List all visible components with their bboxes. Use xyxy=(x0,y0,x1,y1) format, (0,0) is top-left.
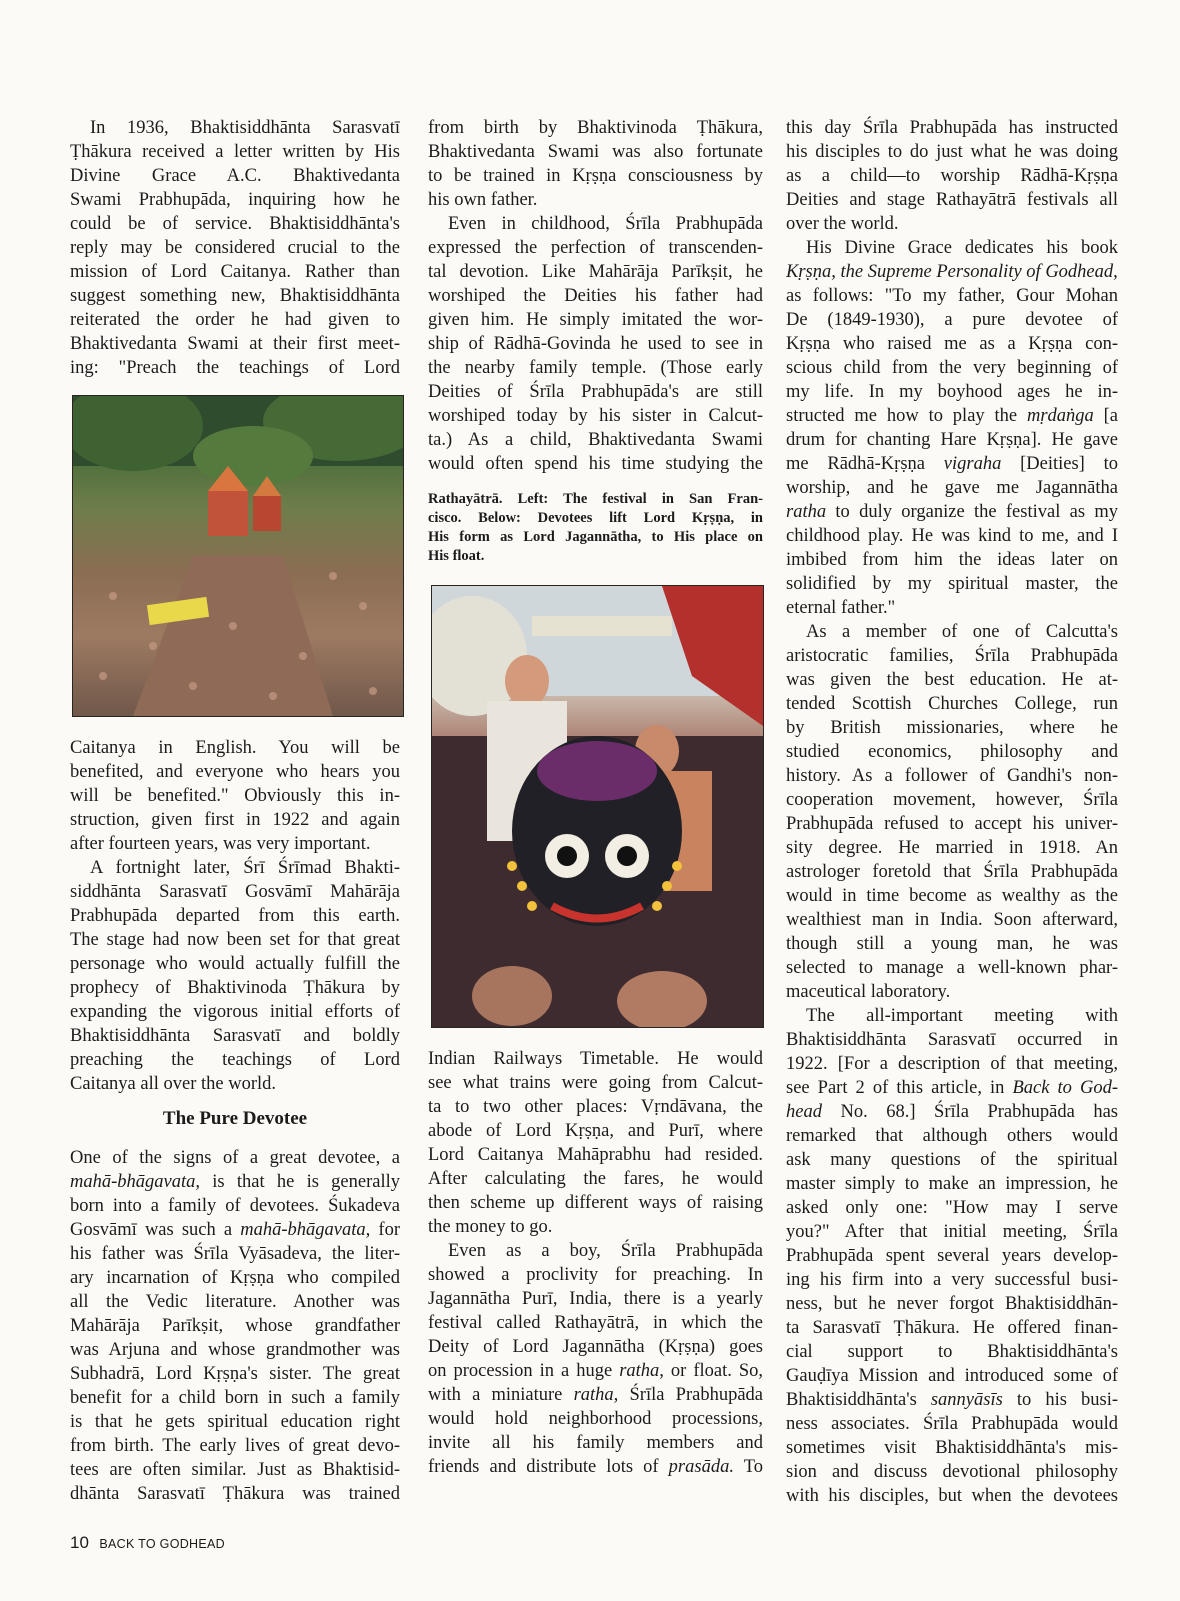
text-fragment: is that he is generally xyxy=(200,1172,400,1192)
italic-term: prasāda. xyxy=(668,1457,734,1477)
text-fragment: for xyxy=(370,1220,400,1240)
text-line: suggest something new, Bhaktisiddhānta xyxy=(70,286,400,306)
text-line: eternal father." xyxy=(786,598,896,618)
text-line: dhānta Sarasvatī Ṭhākura was trained xyxy=(70,1484,400,1504)
text-line: his own father. xyxy=(428,190,538,210)
text-line: studied economics, philosophy and xyxy=(786,742,1118,762)
text-line: ing his firm into a very successful busi- xyxy=(786,1270,1118,1290)
text-line: would hold neighborhood processions, xyxy=(428,1409,763,1429)
text-line: One of the signs of a great devotee, a xyxy=(70,1148,400,1168)
text-line: siddhānta Sarasvatī Gosvāmī Mahārāja xyxy=(70,882,400,902)
text-line: worship, and he gave me Jagannātha xyxy=(786,478,1118,498)
text-line: tal devotion. Like Mahārāja Parīkṣit, he xyxy=(428,262,763,282)
text-line: childhood play. He was kind to me, and I xyxy=(786,526,1118,546)
text-line: to be trained in Kṛṣṇa consciousness by xyxy=(428,166,763,186)
text-line: ask many questions of the spiritual xyxy=(786,1150,1118,1170)
column-3 xyxy=(786,116,1118,1508)
text-line: Even in childhood, Śrīla Prabhupāda xyxy=(448,214,763,234)
text-line: maceutical laboratory. xyxy=(786,982,951,1002)
text-line: Bhaktisiddhānta Sarasvatī occurred in xyxy=(786,1030,1118,1050)
text-line: worshiped the Deities his father had xyxy=(428,286,763,306)
festival-crowd-illustration xyxy=(73,396,403,716)
italic-term: mahā-bhāgavata, xyxy=(240,1220,371,1240)
text-line: ta Sarasvatī Ṭhākura. He offered finan- xyxy=(786,1318,1118,1338)
text-line: from birth by Bhaktivinoda Ṭhākura, xyxy=(428,118,763,138)
caption-line: His form as Lord Jagannātha, to His place on xyxy=(428,529,763,545)
jagannatha-illustration xyxy=(432,586,763,1027)
text-line: Caitanya in English. You will be xyxy=(70,738,400,758)
text-line: ary incarnation of Kṛṣṇa who compiled xyxy=(70,1268,400,1288)
text-line: worshiped today by his sister in Calcut- xyxy=(428,406,763,426)
text-line xyxy=(786,452,1118,476)
text-line: Indian Railways Timetable. He would xyxy=(428,1049,763,1069)
text-line: aristocratic families, Śrīla Prabhupāda xyxy=(786,646,1118,666)
text-line: wealthiest man in India. Soon afterward, xyxy=(786,910,1118,930)
text-line: Bhaktivedanta Swami at their first meet- xyxy=(70,334,400,354)
paragraph xyxy=(428,1239,763,1479)
text-line: sion and discuss devotional philosophy xyxy=(786,1462,1118,1482)
paragraph xyxy=(70,1146,400,1506)
text-line: struction, given first in 1922 and again xyxy=(70,810,400,830)
text-line xyxy=(428,1455,763,1479)
caption-line: cisco. Below: Devotees lift Lord Kṛṣṇa, in xyxy=(428,510,763,526)
text-fragment: [Deities] to xyxy=(1001,454,1118,474)
text-line: Deities and stage Rathayātrā festivals all xyxy=(786,190,1118,210)
text-line: the money to go. xyxy=(428,1217,553,1237)
section-subheading: The Pure Devotee xyxy=(162,1108,308,1129)
text-line: prophecy of Bhaktivinoda Ṭhākura by xyxy=(70,978,400,998)
text-fragment: friends and distribute lots of xyxy=(428,1457,669,1477)
text-line: Even as a boy, Śrīla Prabhupāda xyxy=(448,1241,763,1261)
text-line: The stage had now been set for that great xyxy=(70,930,400,950)
text-line: expanding the vigorous initial efforts of xyxy=(70,1002,400,1022)
text-line: A fortnight later, Śrī Śrīmad Bhakti- xyxy=(90,858,400,878)
text-line: imbibed from him the ideas later on xyxy=(786,550,1118,570)
text-line: sometimes visit Bhaktisiddhānta's mis- xyxy=(786,1438,1118,1458)
text-fragment: or float. So, xyxy=(663,1361,763,1381)
text-line: was Arjuna and whose grandmother was xyxy=(70,1340,400,1360)
text-fragment: [a xyxy=(1093,406,1118,426)
text-line: Mahārāja Parīkṣit, whose grandfather xyxy=(70,1316,400,1336)
text-fragment: Śrīla Prabhupāda xyxy=(618,1385,763,1405)
text-line: Prabhupāda spent several years develop- xyxy=(786,1246,1118,1266)
text-line: Swami Prabhupāda, inquiring how he xyxy=(70,190,400,210)
text-line: 1922. [For a description of that meeting, xyxy=(786,1054,1118,1074)
text-line: this day Śrīla Prabhupāda has instructed xyxy=(786,118,1118,138)
text-line: De (1849-1930), a pure devotee of xyxy=(786,310,1118,330)
text-line: Ṭhākura received a letter written by His xyxy=(70,142,400,162)
italic-term: ratha, xyxy=(573,1385,619,1405)
text-line: Deity of Lord Jagannātha (Kṛṣṇa) goes xyxy=(428,1337,763,1357)
italic-book-title: Kṛṣṇa, the Supreme Personality of Godhead, xyxy=(786,262,1118,282)
text-fragment: Gosvāmī was such a xyxy=(70,1220,241,1240)
text-line: abode of Lord Kṛṣṇa, and Purī, where xyxy=(428,1121,763,1141)
text-line: invite all his family members and xyxy=(428,1433,763,1453)
text-line: you?" After that initial meeting, Śrīla xyxy=(786,1222,1118,1242)
text-line: Subhadrā, Lord Kṛṣṇa's sister. The great xyxy=(70,1364,400,1384)
text-line: Lord Caitanya Mahāprabhu had resided. xyxy=(428,1145,763,1165)
text-line: benefited, and everyone who hears you xyxy=(70,762,400,782)
text-line xyxy=(786,260,1118,284)
text-line: Kṛṣṇa who raised me as a Kṛṣṇa con- xyxy=(786,334,1118,354)
paragraph xyxy=(428,212,763,476)
text-line: tees are often similar. Just as Bhaktisid- xyxy=(70,1460,400,1480)
text-line: will be benefited." Obviously this in- xyxy=(70,786,400,806)
text-line: master simply to make an impression, he xyxy=(786,1174,1118,1194)
text-line: cooperation movement, however, Śrīla xyxy=(786,790,1118,810)
paragraph xyxy=(70,116,400,380)
paragraph xyxy=(70,856,400,1096)
text-line: Prabhupāda refused to accept his univer- xyxy=(786,814,1118,834)
magazine-title: BACK TO GODHEAD xyxy=(99,1537,225,1551)
page-number: 10 xyxy=(70,1533,89,1552)
text-line: benefit for a child born in such a family xyxy=(70,1388,400,1408)
text-line: Bhaktivedanta Swami was also fortunate xyxy=(428,142,763,162)
text-line: His Divine Grace dedicates his book xyxy=(806,238,1118,258)
text-line: given him. He simply imitated the wor- xyxy=(428,310,763,330)
text-fragment: with a miniature xyxy=(428,1385,574,1405)
text-line: would in time become as wealthy as the xyxy=(786,886,1118,906)
text-line: born into a family of devotees. Śukadeva xyxy=(70,1196,400,1216)
text-line: Bhaktisiddhānta Sarasvatī and boldly xyxy=(70,1026,400,1046)
text-line: history. As a follower of Gandhi's non- xyxy=(786,766,1118,786)
text-line: ta.) As a child, Bhaktivedanta Swami xyxy=(428,430,763,450)
text-line: expressed the perfection of transcenden- xyxy=(428,238,763,258)
text-line xyxy=(786,1100,1118,1124)
text-line: with his disciples, but when the devotees xyxy=(786,1486,1118,1506)
text-line: his disciples to do just what he was doing xyxy=(786,142,1118,162)
italic-term: ratha, xyxy=(619,1361,664,1381)
text-fragment: No. 68.] Śrīla Prabhupāda has xyxy=(821,1102,1118,1122)
italic-term: ratha xyxy=(786,502,827,522)
text-line: could be of service. Bhaktisiddhānta's xyxy=(70,214,400,234)
text-line xyxy=(70,1218,400,1242)
text-fragment: To xyxy=(733,1457,763,1477)
text-line: see what trains were going from Calcut- xyxy=(428,1073,763,1093)
paragraph xyxy=(786,1004,1118,1508)
text-line: remarked that although others would xyxy=(786,1126,1118,1146)
text-line: As a member of one of Calcutta's xyxy=(806,622,1118,642)
italic-term: mṛdaṅga xyxy=(1026,406,1094,426)
text-line: cial support to Bhaktisiddhānta's xyxy=(786,1342,1118,1362)
paragraph xyxy=(786,236,1118,620)
text-line: would often spend his time studying the xyxy=(428,454,763,474)
text-line: The all-important meeting with xyxy=(806,1006,1118,1026)
text-line: mission of Lord Caitanya. Rather than xyxy=(70,262,400,282)
text-line: was given the best education. He at- xyxy=(786,670,1118,690)
text-line: by British missionaries, where he xyxy=(786,718,1118,738)
paragraph xyxy=(428,116,763,212)
text-fragment: me Rādhā-Kṛṣṇa xyxy=(786,454,944,474)
text-line: as a child—to worship Rādhā-Kṛṣṇa xyxy=(786,166,1118,186)
text-line: the nearby family temple. (Those early xyxy=(428,358,763,378)
text-line: his father was Śrīla Vyāsadeva, the liter- xyxy=(70,1244,400,1264)
photo-caption xyxy=(428,490,763,566)
text-line: personage who would actually fulfill the xyxy=(70,954,400,974)
text-line: Gauḍīya Mission and introduced some of xyxy=(786,1366,1118,1386)
text-fragment: to his busi- xyxy=(1002,1390,1118,1410)
text-line: asked only one: "How may I serve xyxy=(786,1198,1118,1218)
jagannatha-deity-photo xyxy=(431,585,764,1028)
text-line: selected to manage a well-known phar- xyxy=(786,958,1118,978)
text-line: though still a young man, he was xyxy=(786,934,1118,954)
text-line xyxy=(428,1383,763,1407)
text-line: astrologer foretold that Śrīla Prabhupāda xyxy=(786,862,1118,882)
text-line: scious child from the very beginning of xyxy=(786,358,1118,378)
text-fragment: to duly organize the festival as my xyxy=(826,502,1118,522)
column-1 xyxy=(70,116,400,1506)
paragraph xyxy=(428,1047,763,1239)
festival-crowd-photo xyxy=(72,395,404,717)
text-line: tended Scottish Churches College, run xyxy=(786,694,1118,714)
text-line: ness, but he never forgot Bhaktisiddhān- xyxy=(786,1294,1118,1314)
italic-term: mahā-bhāgavata, xyxy=(70,1172,200,1192)
paragraph xyxy=(786,620,1118,1004)
text-line: reply may be considered crucial to the xyxy=(70,238,400,258)
italic-term: sannyāsīs xyxy=(930,1390,1003,1410)
text-line xyxy=(428,1359,763,1383)
text-line: Deities of Śrīla Prabhupāda's are still xyxy=(428,382,763,402)
text-line: from birth. The early lives of great devo- xyxy=(70,1436,400,1456)
text-line: ing: "Preach the teachings of Lord xyxy=(70,358,400,378)
text-line xyxy=(786,1076,1118,1100)
text-line: Divine Grace A.C. Bhaktivedanta xyxy=(70,166,400,186)
text-line: After calculating the fares, he would xyxy=(428,1169,763,1189)
text-line: over the world. xyxy=(786,214,899,234)
caption-line: His float. xyxy=(428,548,485,564)
caption-line: Rathayātrā. Left: The festival in San Fran- xyxy=(428,491,763,507)
text-line xyxy=(786,500,1118,524)
text-line: reiterated the order he had given to xyxy=(70,310,400,330)
text-line: sity degree. He married in 1918. An xyxy=(786,838,1118,858)
paragraph xyxy=(786,116,1118,236)
italic-title: Back to God- xyxy=(1012,1078,1118,1098)
text-line: after fourteen years, was very important. xyxy=(70,834,371,854)
text-line: all the Vedic literature. Another was xyxy=(70,1292,400,1312)
text-fragment: Bhaktisiddhānta's xyxy=(786,1390,931,1410)
text-line: solidified by my spiritual master, the xyxy=(786,574,1118,594)
paragraph xyxy=(70,736,400,856)
text-line: Jagannātha Purī, India, there is a yearly xyxy=(428,1289,763,1309)
text-line: ship of Rādhā-Govinda he used to see in xyxy=(428,334,763,354)
italic-term: vigraha xyxy=(943,454,1002,474)
text-line: Caitanya all over the world. xyxy=(70,1074,277,1094)
text-line: In 1936, Bhaktisiddhānta Sarasvatī xyxy=(90,118,400,138)
text-line: showed a proclivity for preaching. In xyxy=(428,1265,763,1285)
page-footer xyxy=(70,1533,225,1553)
text-line xyxy=(786,1388,1118,1412)
italic-title: head xyxy=(786,1102,822,1122)
text-line: ness associates. Śrīla Prabhupāda would xyxy=(786,1414,1118,1434)
text-fragment: structed me how to play the xyxy=(786,406,1027,426)
text-line: preaching the teachings of Lord xyxy=(70,1050,400,1070)
text-line: then scheme up different ways of raising xyxy=(428,1193,763,1213)
text-line xyxy=(786,404,1118,428)
text-line: my life. In my boyhood ages he in- xyxy=(786,382,1118,402)
text-fragment: on procession in a huge xyxy=(428,1361,620,1381)
text-line: drum for chanting Hare Kṛṣṇa]. He gave xyxy=(786,430,1118,450)
text-line: festival called Rathayātrā, in which the xyxy=(428,1313,763,1333)
text-line: Prabhupāda departed from this earth. xyxy=(70,906,400,926)
text-fragment: see Part 2 of this article, in xyxy=(786,1078,1013,1098)
text-line: as follows: "To my father, Gour Mohan xyxy=(786,286,1118,306)
text-line: is that he gets spiritual education right xyxy=(70,1412,400,1432)
text-line: ta to two other places: Vṛndāvana, the xyxy=(428,1097,763,1117)
text-line xyxy=(70,1170,400,1194)
